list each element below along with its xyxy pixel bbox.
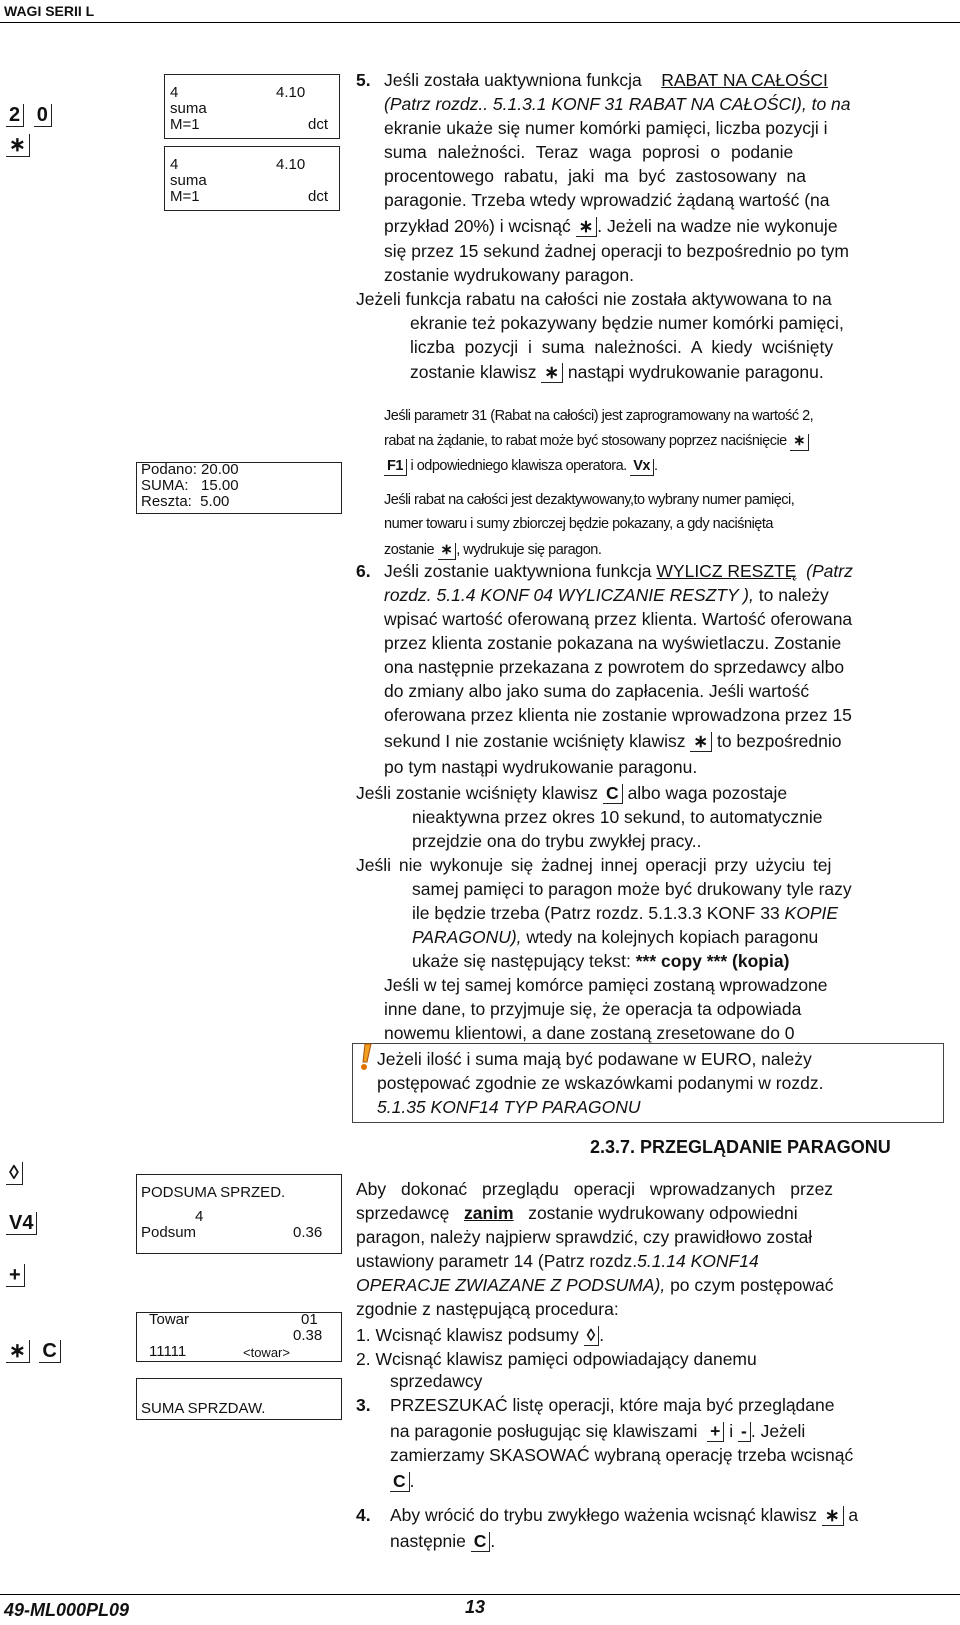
warning-icon: [353, 1042, 379, 1072]
key-star: ∗: [541, 363, 563, 383]
key-star: ∗: [790, 434, 809, 451]
euro-note-box: Jeżeli ilość i suma mają być podawane w EURO, należy postępować zgodnie ze wskazówkami podanymi w rozdz. 5.1.35 KONF14 TYP PARAGONU: [352, 1043, 944, 1123]
key-star: ∗: [6, 134, 30, 157]
key-f1: F1: [384, 459, 407, 476]
scale-display-item: Towar 01 0.38 11111 <towar>: [136, 1312, 342, 1362]
key-minus: -: [738, 1422, 751, 1442]
scale-display-subtotal: PODSUMA SPRZED. 4 Podsum 0.36: [136, 1174, 342, 1254]
page-number: 13: [465, 1597, 486, 1617]
key-star: ∗: [576, 217, 598, 237]
key-0: 0: [34, 104, 52, 127]
key-c: C: [39, 1340, 60, 1363]
header-title: WAGI SERII L: [4, 3, 95, 19]
key-diamond: ◊: [584, 1326, 600, 1346]
scale-display-change: Podano: 20.00 SUMA: 15.00 Reszta: 5.00: [136, 462, 342, 514]
key-plus: +: [6, 1264, 25, 1287]
scale-display-sales-total: SUMA SPRZDAW.: [136, 1378, 342, 1420]
key-c: C: [603, 784, 623, 804]
key-v4: V4: [6, 1212, 37, 1235]
key-diamond: ◊: [6, 1162, 23, 1185]
key-star: ∗: [690, 732, 712, 752]
key-star: ∗: [822, 1506, 844, 1526]
key-c: C: [471, 1532, 491, 1552]
section-heading: 2.3.7. PRZEGLĄDANIE PARAGONU: [590, 1137, 891, 1157]
key-group-2-0: [6, 104, 52, 127]
page-footer: [0, 1594, 960, 1625]
scale-display-discount: 4 4.10 suma M=1 dct 4 4.10 suma M=1 dct: [136, 74, 338, 214]
page-header: [0, 0, 960, 23]
key-star: ∗: [438, 543, 457, 560]
document-code: 49-ML000PL09: [4, 1600, 130, 1620]
key-plus: +: [707, 1422, 724, 1442]
key-c: C: [390, 1472, 410, 1492]
key-star: ∗: [6, 1340, 30, 1363]
key-2: 2: [6, 104, 24, 127]
key-vx: Vx: [630, 459, 654, 476]
